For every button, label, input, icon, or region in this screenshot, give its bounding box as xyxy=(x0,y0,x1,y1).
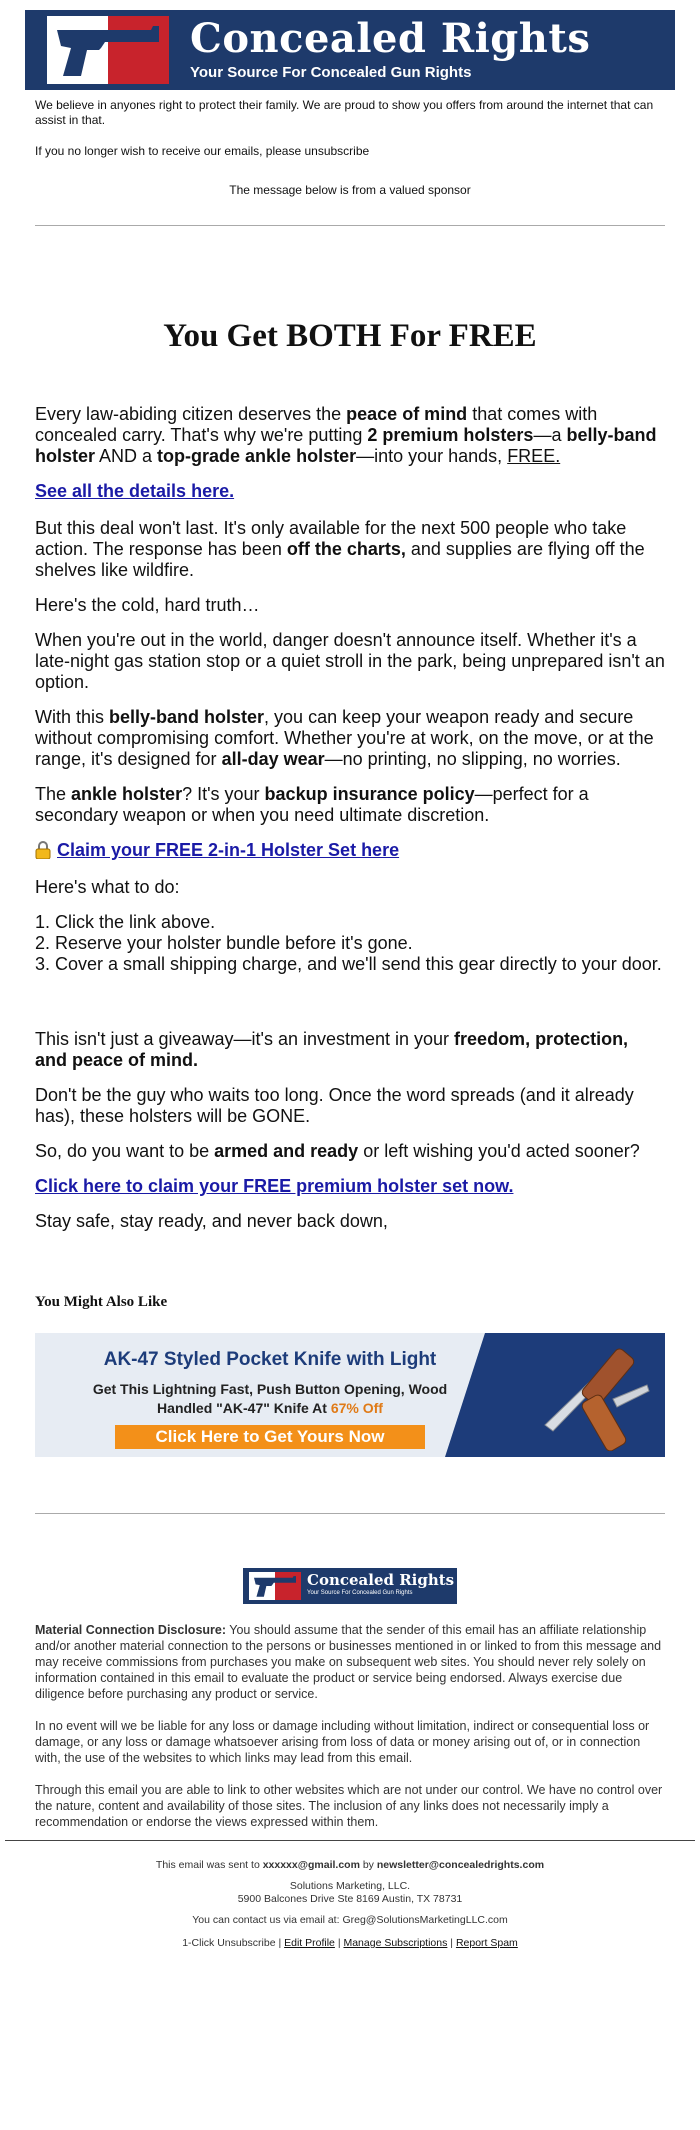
sent-to-line: This email was sent to xxxxxx@gmail.com by newsletter@concealedrights.com xyxy=(155,1859,545,1871)
one-click-unsubscribe[interactable]: 1-Click Unsubscribe xyxy=(182,1937,276,1949)
step-3: 3. Cover a small shipping charge, and we'll send this gear directly to your door. xyxy=(35,954,662,974)
report-spam-link[interactable]: Report Spam xyxy=(455,1937,518,1949)
divider xyxy=(35,1513,665,1514)
disclosure xyxy=(25,1622,675,1830)
disclosure-3: Through this email you are able to link to other websites which are not under our control. We have no control over the nature, content and availability of those sites. The inclusion of any links does not necessarily imply a recommendation or endorse the views expressed within them. xyxy=(35,1783,663,1829)
paragraph-5: With this belly-band holster, you can keep your weapon ready and secure without compromising comfort. Whether you're at work, on the move, or at the range, it's designed for all-day wear—no printing, no slipping, no worries. xyxy=(35,707,654,769)
disclosure-2: In no event will we be liable for any loss or damage including without limitation, indirect or consequential loss or damage, or any loss or damage whatsoever arising from loss of data or money arising out of, or in connection with, the use of the websites to which links may lead from this email. xyxy=(35,1719,650,1765)
ad-line-1: Get This Lightning Fast, Push Button Opening, Wood xyxy=(92,1381,448,1397)
steps-list xyxy=(35,912,665,975)
ad-line-2: Handled "AK-47" Knife At 67% Off xyxy=(157,1400,383,1416)
intro-text: We believe in anyones right to protect their family. We are proud to show you offers from around the internet that can assist in that. xyxy=(35,98,654,127)
paragraph-7: Here's what to do: xyxy=(35,877,180,897)
pistol-icon xyxy=(47,16,169,84)
paragraph-2: But this deal won't last. It's only available for the next 500 people who take action. The response has been off the charts, and supplies are flying off the shelves like wildfire. xyxy=(35,518,645,580)
footer-brand-subtitle: Your Source For Concealed Gun Rights xyxy=(307,1590,413,1596)
sign-off: Stay safe, stay ready, and never back down, xyxy=(35,1211,388,1231)
manage-subscriptions-link[interactable]: Manage Subscriptions xyxy=(343,1937,448,1949)
step-2: 2. Reserve your holster bundle before it's gone. xyxy=(35,933,413,953)
footer xyxy=(25,1859,675,1950)
paragraph-9: Don't be the guy who waits too long. Once the word spreads (and it already has), these holsters will be GONE. xyxy=(35,1085,634,1126)
brand-subtitle: Your Source For Concealed Gun Rights xyxy=(190,64,472,81)
company-name: Solutions Marketing, LLC. xyxy=(289,1880,411,1892)
ad-title: AK-47 Styled Pocket Knife with Light xyxy=(103,1349,437,1370)
also-like-heading: You Might Also Like xyxy=(35,1294,168,1310)
email-body xyxy=(25,404,675,1232)
contact-email[interactable]: Greg@SolutionsMarketingLLC.com xyxy=(342,1914,508,1926)
brand-title: Concealed Rights xyxy=(190,15,591,62)
lock-icon xyxy=(35,841,51,859)
paragraph-1: Every law-abiding citizen deserves the peace of mind that comes with concealed carry. That's why we're putting 2 premium holsters—a belly-band holster AND a top-grade ankle holster—into your hands, FREE. xyxy=(35,404,657,466)
step-1: 1. Click the link above. xyxy=(35,912,216,932)
header-banner[interactable] xyxy=(25,10,675,90)
footer-brand-title: Concealed Rights xyxy=(307,1571,455,1589)
paragraph-6: The ankle holster? It's your backup insurance policy—perfect for a secondary weapon or when you need ultimate discretion. xyxy=(35,784,589,825)
brand-logo xyxy=(47,16,169,84)
divider xyxy=(5,1840,695,1841)
ad-button[interactable]: Click Here to Get Yours Now xyxy=(115,1425,425,1449)
paragraph-3: Here's the cold, hard truth… xyxy=(35,595,260,615)
intro-section xyxy=(25,98,675,159)
unsubscribe-text xyxy=(35,144,665,159)
paragraph-10: So, do you want to be armed and ready or left wishing you'd acted sooner? xyxy=(35,1141,640,1161)
paragraph-8: This isn't just a giveaway—it's an investment in your freedom, protection, and peace of mind. xyxy=(35,1029,629,1070)
details-link[interactable]: See all the details here. xyxy=(35,481,235,501)
disclosure-1: Material Connection Disclosure: You should assume that the sender of this email has an affiliate relationship and/or another material connection to the persons or businesses mentioned in or linked to from this message and may receive commissions from purchases you make on subsequent web sites. You should never rely solely on information contained in this email to evaluate the product or service being endorsed. Always exercise due diligence before purchasing any product or service. xyxy=(35,1623,662,1701)
edit-profile-link[interactable]: Edit Profile xyxy=(284,1937,335,1949)
pistol-icon xyxy=(249,1572,301,1600)
knife-icon xyxy=(535,1339,655,1451)
divider xyxy=(35,225,665,226)
footer-logo xyxy=(243,1568,457,1604)
knife-ad-banner[interactable] xyxy=(35,1333,665,1457)
headline: You Get BOTH For FREE xyxy=(163,318,537,354)
contact-line: You can contact us via email at: Greg@SolutionsMarketingLLC.com xyxy=(192,1914,508,1926)
company-address: 5900 Balcones Drive Ste 8169 Austin, TX 78731 xyxy=(237,1893,463,1905)
claim-now-link[interactable]: Click here to claim your FREE premium holster set now. xyxy=(35,1176,514,1196)
paragraph-4: When you're out in the world, danger doesn't announce itself. Whether it's a late-night gas station stop or a quiet stroll in the park, being unprepared isn't an option. xyxy=(35,630,665,692)
sponsor-note: The message below is from a valued sponsor xyxy=(229,183,471,197)
claim-holster-link[interactable]: Claim your FREE 2-in-1 Holster Set here xyxy=(57,840,400,860)
unsubscribe-link[interactable]: unsubscribe xyxy=(304,144,370,158)
unsubscribe-prefix: If you no longer wish to receive our emails, please xyxy=(35,144,302,158)
footer-links: 1-Click Unsubscribe | Edit Profile | Manage Subscriptions | Report Spam xyxy=(182,1937,518,1949)
